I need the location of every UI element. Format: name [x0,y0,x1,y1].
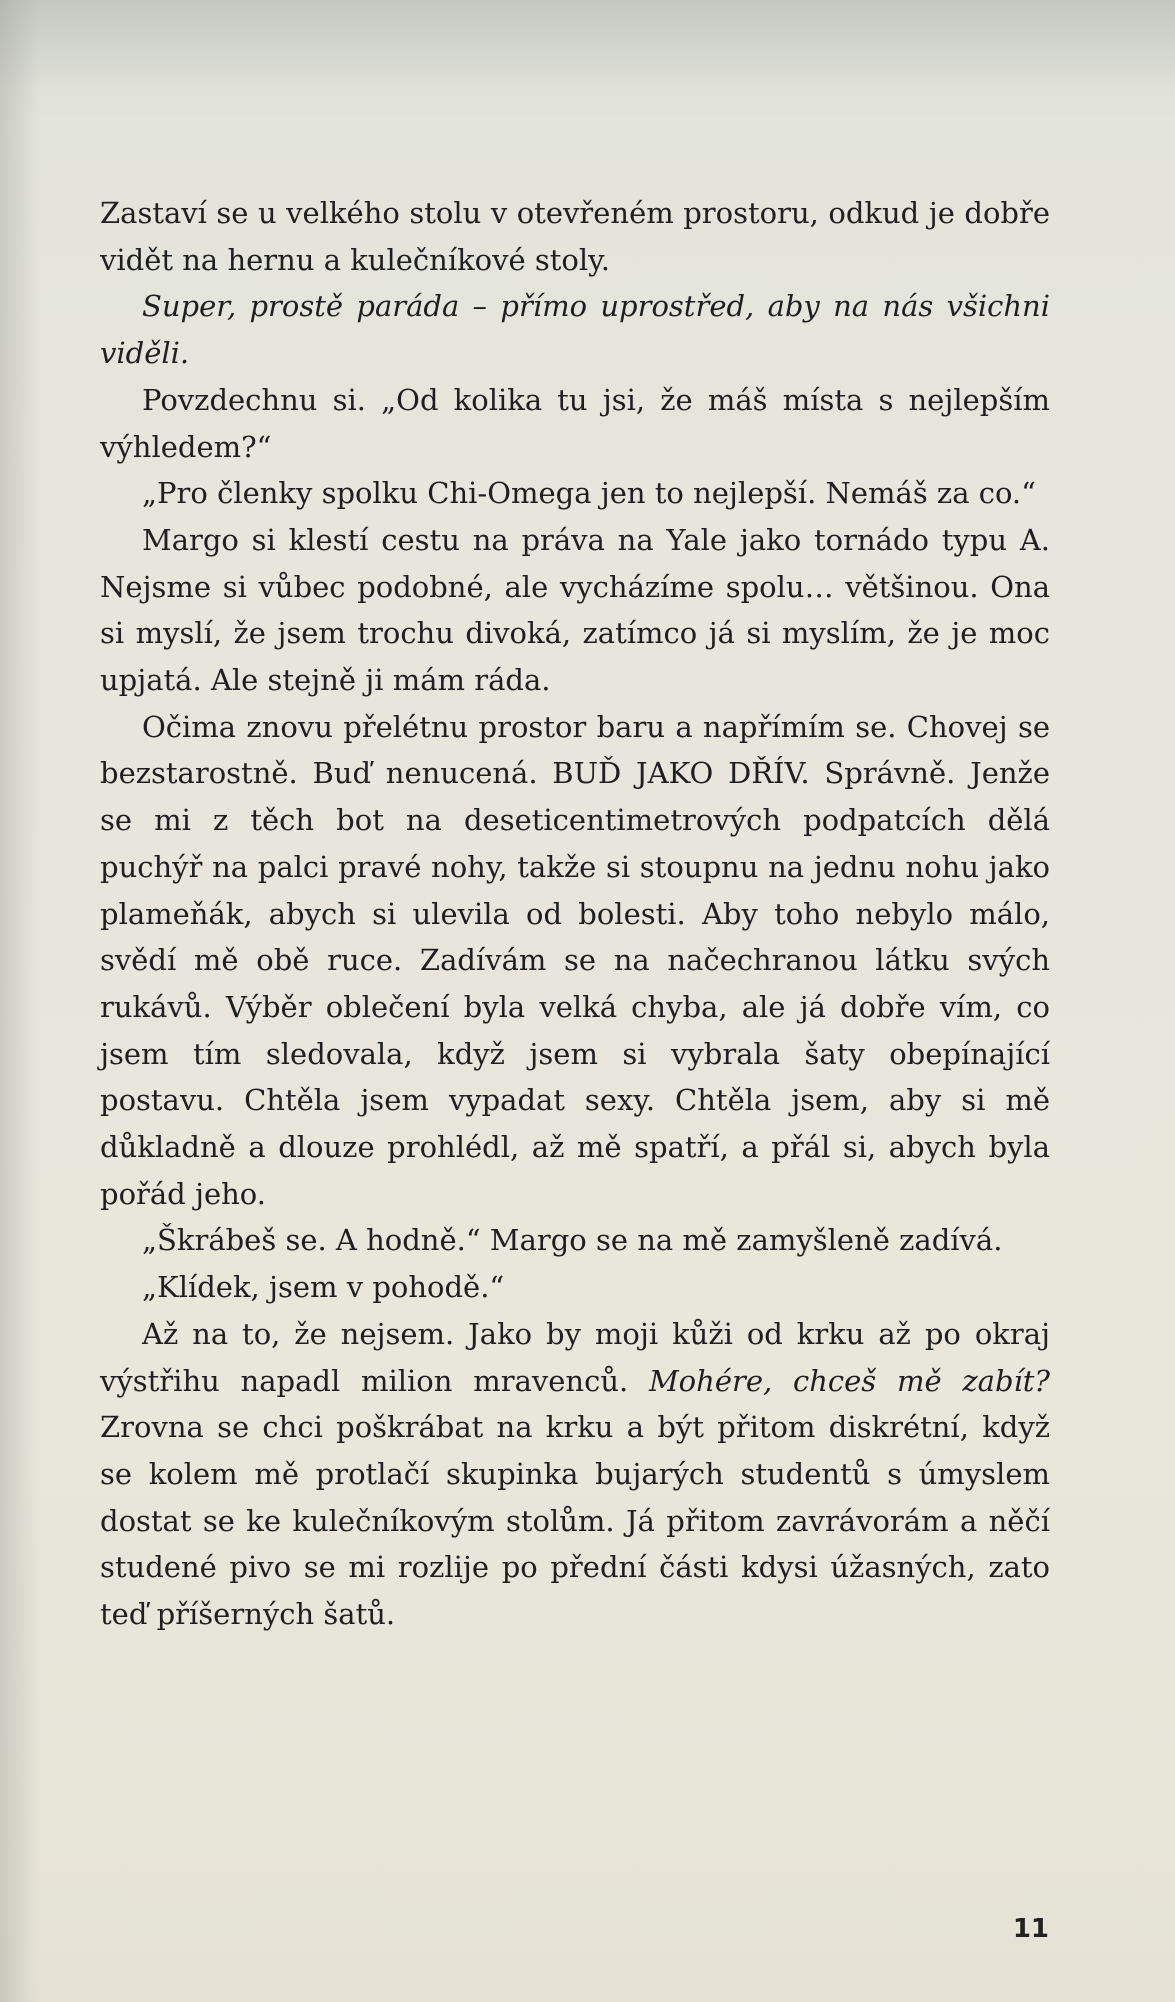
text-run: Zrovna se chci poškrábat na krku a být přitom diskrétní, když se kolem mě protlačí skupinka bujarých studentů s úmyslem dostat se ke kulečníkovým stolům. Já přitom zavrávorám a něčí studené pivo se mi rozlije po přední části kdysi úžasných, zato teď příšerných šatů. [100,1410,1050,1632]
text-run: Až na to, že nejsem. Jako by moji kůži od krku až po okraj výstřihu napadl milion mravenců. [100,1316,1050,1398]
paragraph: „Klídek, jsem v pohodě.“ [142,1270,505,1305]
paragraph: Margo si klestí cestu na práva na Yale jako tornádo typu A. Nejsme si vůbec podobné, ale vycházíme spolu… většinou. Ona si myslí, že jsem trochu divoká, zatímco já si myslím, že je moc upjatá. Ale stejně ji mám ráda. [100,522,1050,698]
italic-thought: Mohére, chceš mě zabít? [648,1363,1050,1398]
page-shadow-top [0,0,1175,90]
paragraph: Povzdechnu si. „Od kolika tu jsi, že máš místa s nejlepším výhledem?“ [100,382,1050,464]
page-shadow-left [0,0,40,2002]
book-page-text [100,190,1050,1638]
paragraph: Očima znovu přelétnu prostor baru a napřímím se. Chovej se bezstarostně. Buď nenucená. BUĎ JAKO DŘÍV. Správně. Jenže se mi z těch bot na deseticentimetrových podpatcích dělá puchýř na palci pravé nohy, takže si stoupnu na jednu nohu jako plameňák, abych si ulevila od bolesti. Aby toho nebylo málo, svědí mě obě ruce. Zadívám se na načechranou látku svých rukávů. Výběr oblečení byla velká chyba, ale já dobře vím, co jsem tím sledovala, když jsem si vybrala šaty obepínající postavu. Chtěla jsem vypadat sexy. Chtěla jsem, aby si mě důkladně a dlouze prohlédl, až mě spatří, a přál si, abych byla pořád jeho. [100,709,1050,1211]
paragraph: Zastaví se u velkého stolu v otevřeném prostoru, odkud je dobře vidět na hernu a kulečníkové stoly. [100,196,1050,277]
paragraph: „Škrábeš se. A hodně.“ Margo se na mě zamyšleně zadívá. [142,1223,1003,1258]
paragraph-mixed [100,1311,1050,1638]
paragraph-italic-thought: Super, prostě paráda – přímo uprostřed, aby na nás všichni viděli. [100,289,1050,371]
page-number: 11 [1012,1914,1049,1944]
paragraph: „Pro členky spolku Chi-Omega jen to nejlepší. Nemáš za co.“ [142,476,1036,511]
